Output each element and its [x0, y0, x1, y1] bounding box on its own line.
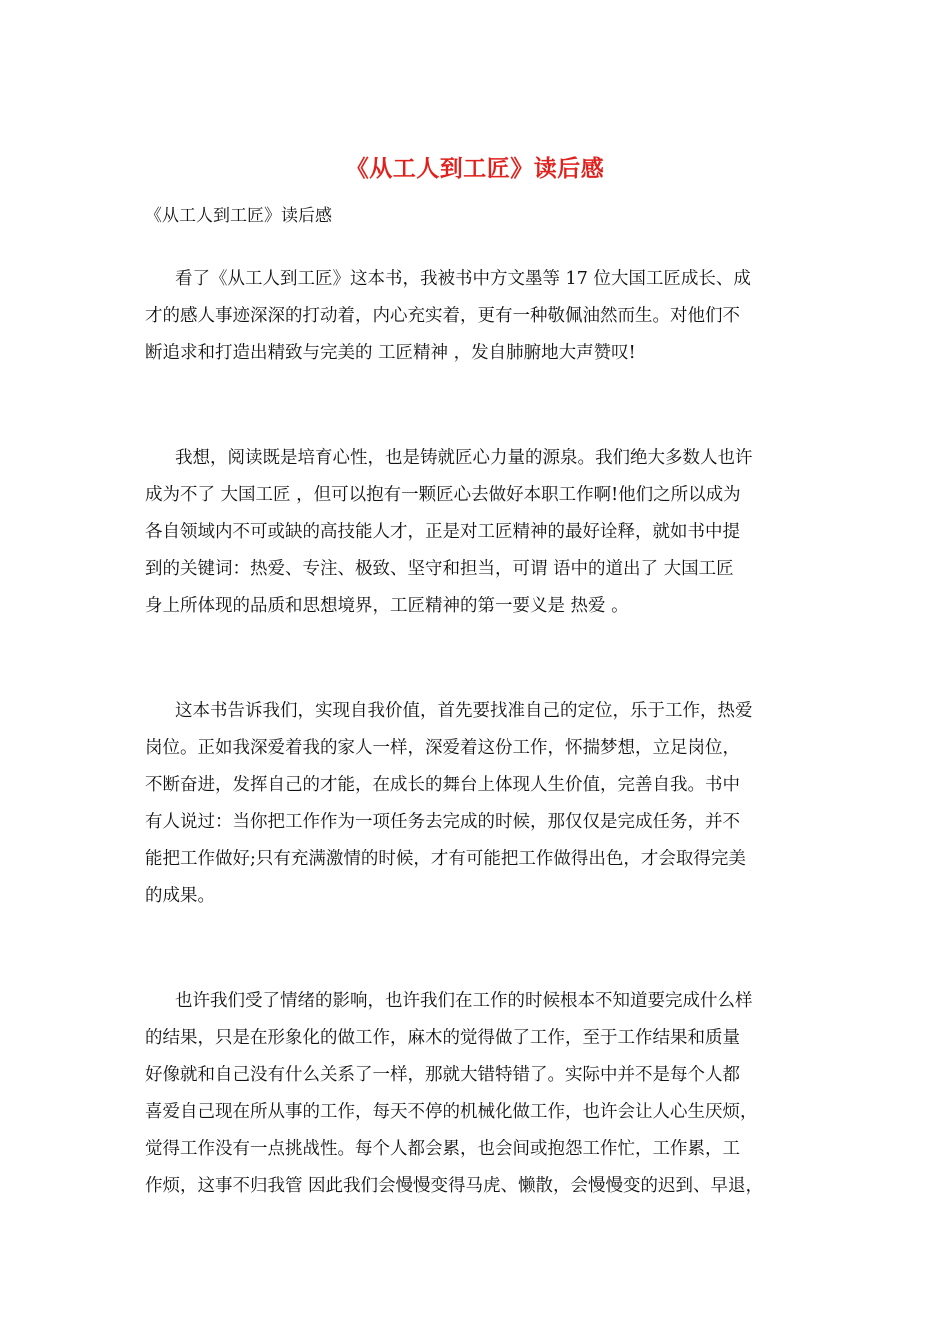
paragraph-1-line-3: 断追求和打造出精致与完美的 工匠精神 ，发自肺腑地大声赞叹!: [145, 343, 636, 363]
paragraph-3-line-6: 的成果。: [145, 886, 215, 906]
paragraph-4-line-4: 喜爱自己现在所从事的工作，每天不停的机械化做工作，也许会让人心生厌烦，: [145, 1102, 758, 1122]
paragraph-4-line-6: 作烦，这事不归我管 因此我们会慢慢变得马虎、懒散，会慢慢变的迟到、早退，: [145, 1176, 764, 1196]
paragraph-4-line-5: 觉得工作没有一点挑战性。每个人都会累，也会间或抱怨工作忙，工作累，工: [145, 1139, 740, 1159]
paragraph-2-line-1: 我想，阅读既是培育心性，也是铸就匠心力量的源泉。我们绝大多数人也许: [175, 448, 753, 468]
paragraph-3-line-1: 这本书告诉我们，实现自我价值，首先要找准自己的定位，乐于工作，热爱: [175, 701, 753, 721]
paragraph-3-line-4: 有人说过：当你把工作作为一项任务去完成的时候，那仅仅是完成任务，并不: [145, 812, 740, 832]
paragraph-3-line-5: 能把工作做好;只有充满激情的时候，才有可能把工作做得出色，才会取得完美: [145, 849, 746, 869]
paragraph-1-line-1: 看了《从工人到工匠》这本书，我被书中方文墨等 17 位大国工匠成长、成: [175, 269, 751, 289]
paragraph-2-line-4: 到的关键词：热爱、专注、极致、坚守和担当，可谓 语中的道出了 大国工匠: [145, 559, 734, 579]
paragraph-1-line-2: 才的感人事迹深深的打动着，内心充实着，更有一种敬佩油然而生。对他们不: [145, 306, 740, 326]
paragraph-3-line-2: 岗位。正如我深爱着我的家人一样，深爱着这份工作，怀揣梦想，立足岗位，: [145, 738, 740, 758]
document-title: 《从工人到工匠》读后感: [345, 155, 605, 182]
paragraph-4-line-1: 也许我们受了情绪的影响，也许我们在工作的时候根本不知道要完成什么样: [175, 991, 753, 1011]
paragraph-3-line-3: 不断奋进，发挥自己的才能，在成长的舞台上体现人生价值，完善自我。书中: [145, 775, 740, 795]
paragraph-4-line-3: 好像就和自己没有什么关系了一样，那就大错特错了。实际中并不是每个人都: [145, 1065, 740, 1085]
paragraph-2-line-2: 成为不了 大国工匠 ，但可以抱有一颗匠心去做好本职工作啊!他们之所以成为: [145, 485, 741, 505]
document-subtitle: 《从工人到工匠》读后感: [145, 206, 332, 226]
paragraph-2-line-5: 身上所体现的品质和思想境界，工匠精神的第一要义是 热爱 。: [145, 596, 629, 616]
paragraph-2-line-3: 各自领域内不可或缺的高技能人才，正是对工匠精神的最好诠释，就如书中提: [145, 522, 740, 542]
paragraph-4-line-2: 的结果，只是在形象化的做工作，麻木的觉得做了工作，至于工作结果和质量: [145, 1028, 740, 1048]
